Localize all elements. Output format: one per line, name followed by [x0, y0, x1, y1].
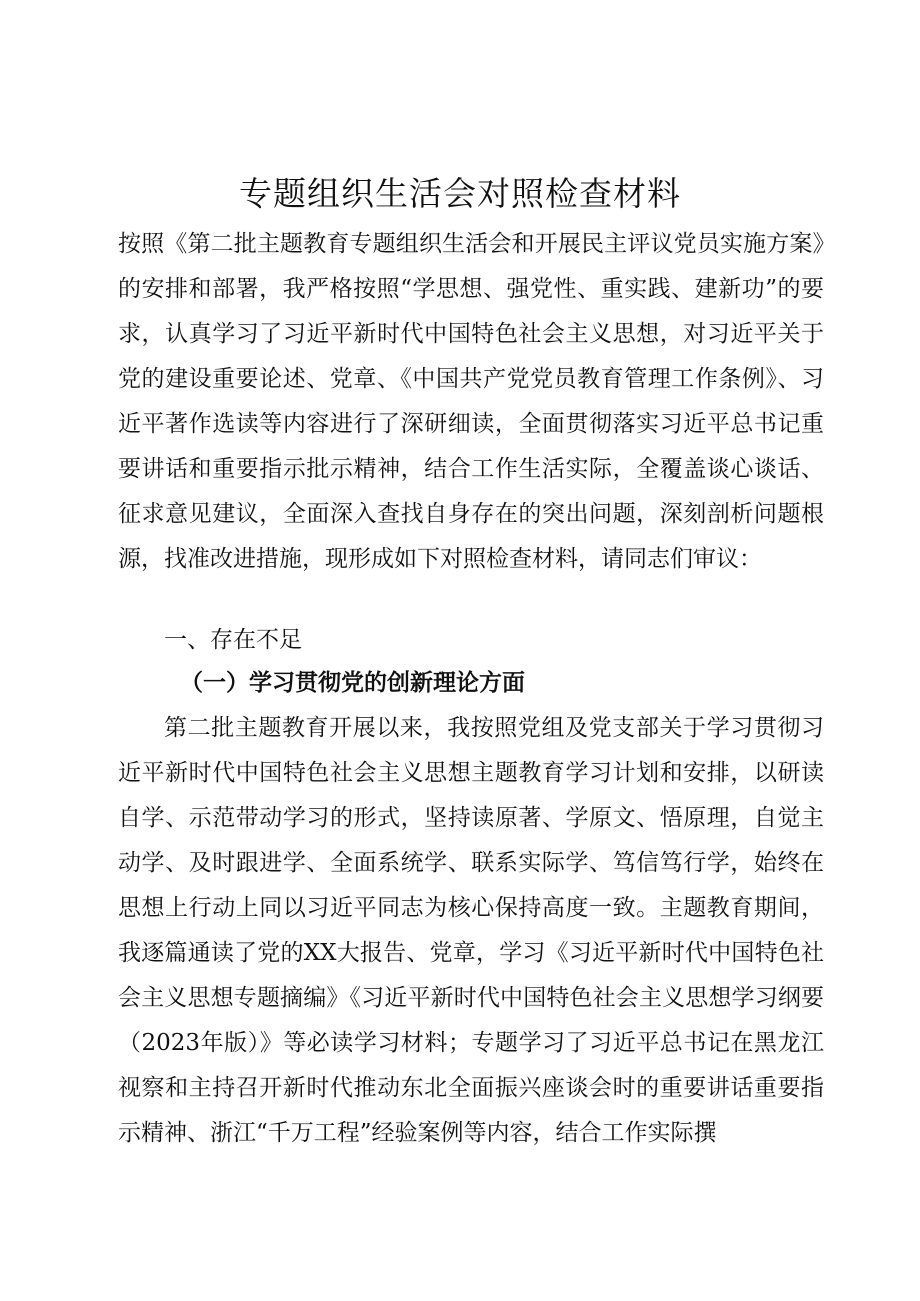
intro-paragraph: 按照《第二批主题教育专题组织生活会和开展民主评议党员实施方案》的安排和部署，我严格按照“学思想、强党性、重实践、建新功”的要求，认真学习了习近平新时代中国特色社会主义思想，对习近平关于党的建设重要论述、党章、《中国共产党党员教育管理工作条例》、习近平著作选读等内容进行了深研细读，全面贯彻落实习近平总书记重要讲话和重要指示批示精神，结合工作生活实际，全覆盖谈心谈话、征求意见建议，全面深入查找自身存在的突出问题，深刻剖析问题根源，找准改进措施，现形成如下对照检查材料，请同志们审议：: [118, 231, 824, 572]
document-title: 专题组织生活会对照检查材料: [239, 174, 681, 213]
subsection-paragraph: 第二批主题教育开展以来，我按照党组及党支部关于学习贯彻习近平新时代中国特色社会主义思想主题教育学习计划和安排，以研读自学、示范带动学习的形式，坚持读原著、学原文、悟原理，自觉主动学、及时跟进学、全面系统学、联系实际学、笃信笃行学，始终在思想上行动上同以习近平同志为核心保持高度一致。主题教育期间，我逐篇通读了党的XX大报告、党章，学习《习近平新时代中国特色社会主义思想专题摘编》《习近平新时代中国特色社会主义思想学习纲要（2023年版）》等必读学习材料；专题学习了习近平总书记在黑龙江视察和主持召开新时代推动东北全面振兴座谈会时的重要讲话重要指示精神、浙江“千万工程”经验案例等内容，结合工作实际撰: [118, 715, 824, 1146]
section-heading-shortcomings: 一、存在不足: [164, 627, 302, 653]
subsection-heading-theory-study: （一）学习贯彻党的创新理论方面: [180, 669, 525, 696]
